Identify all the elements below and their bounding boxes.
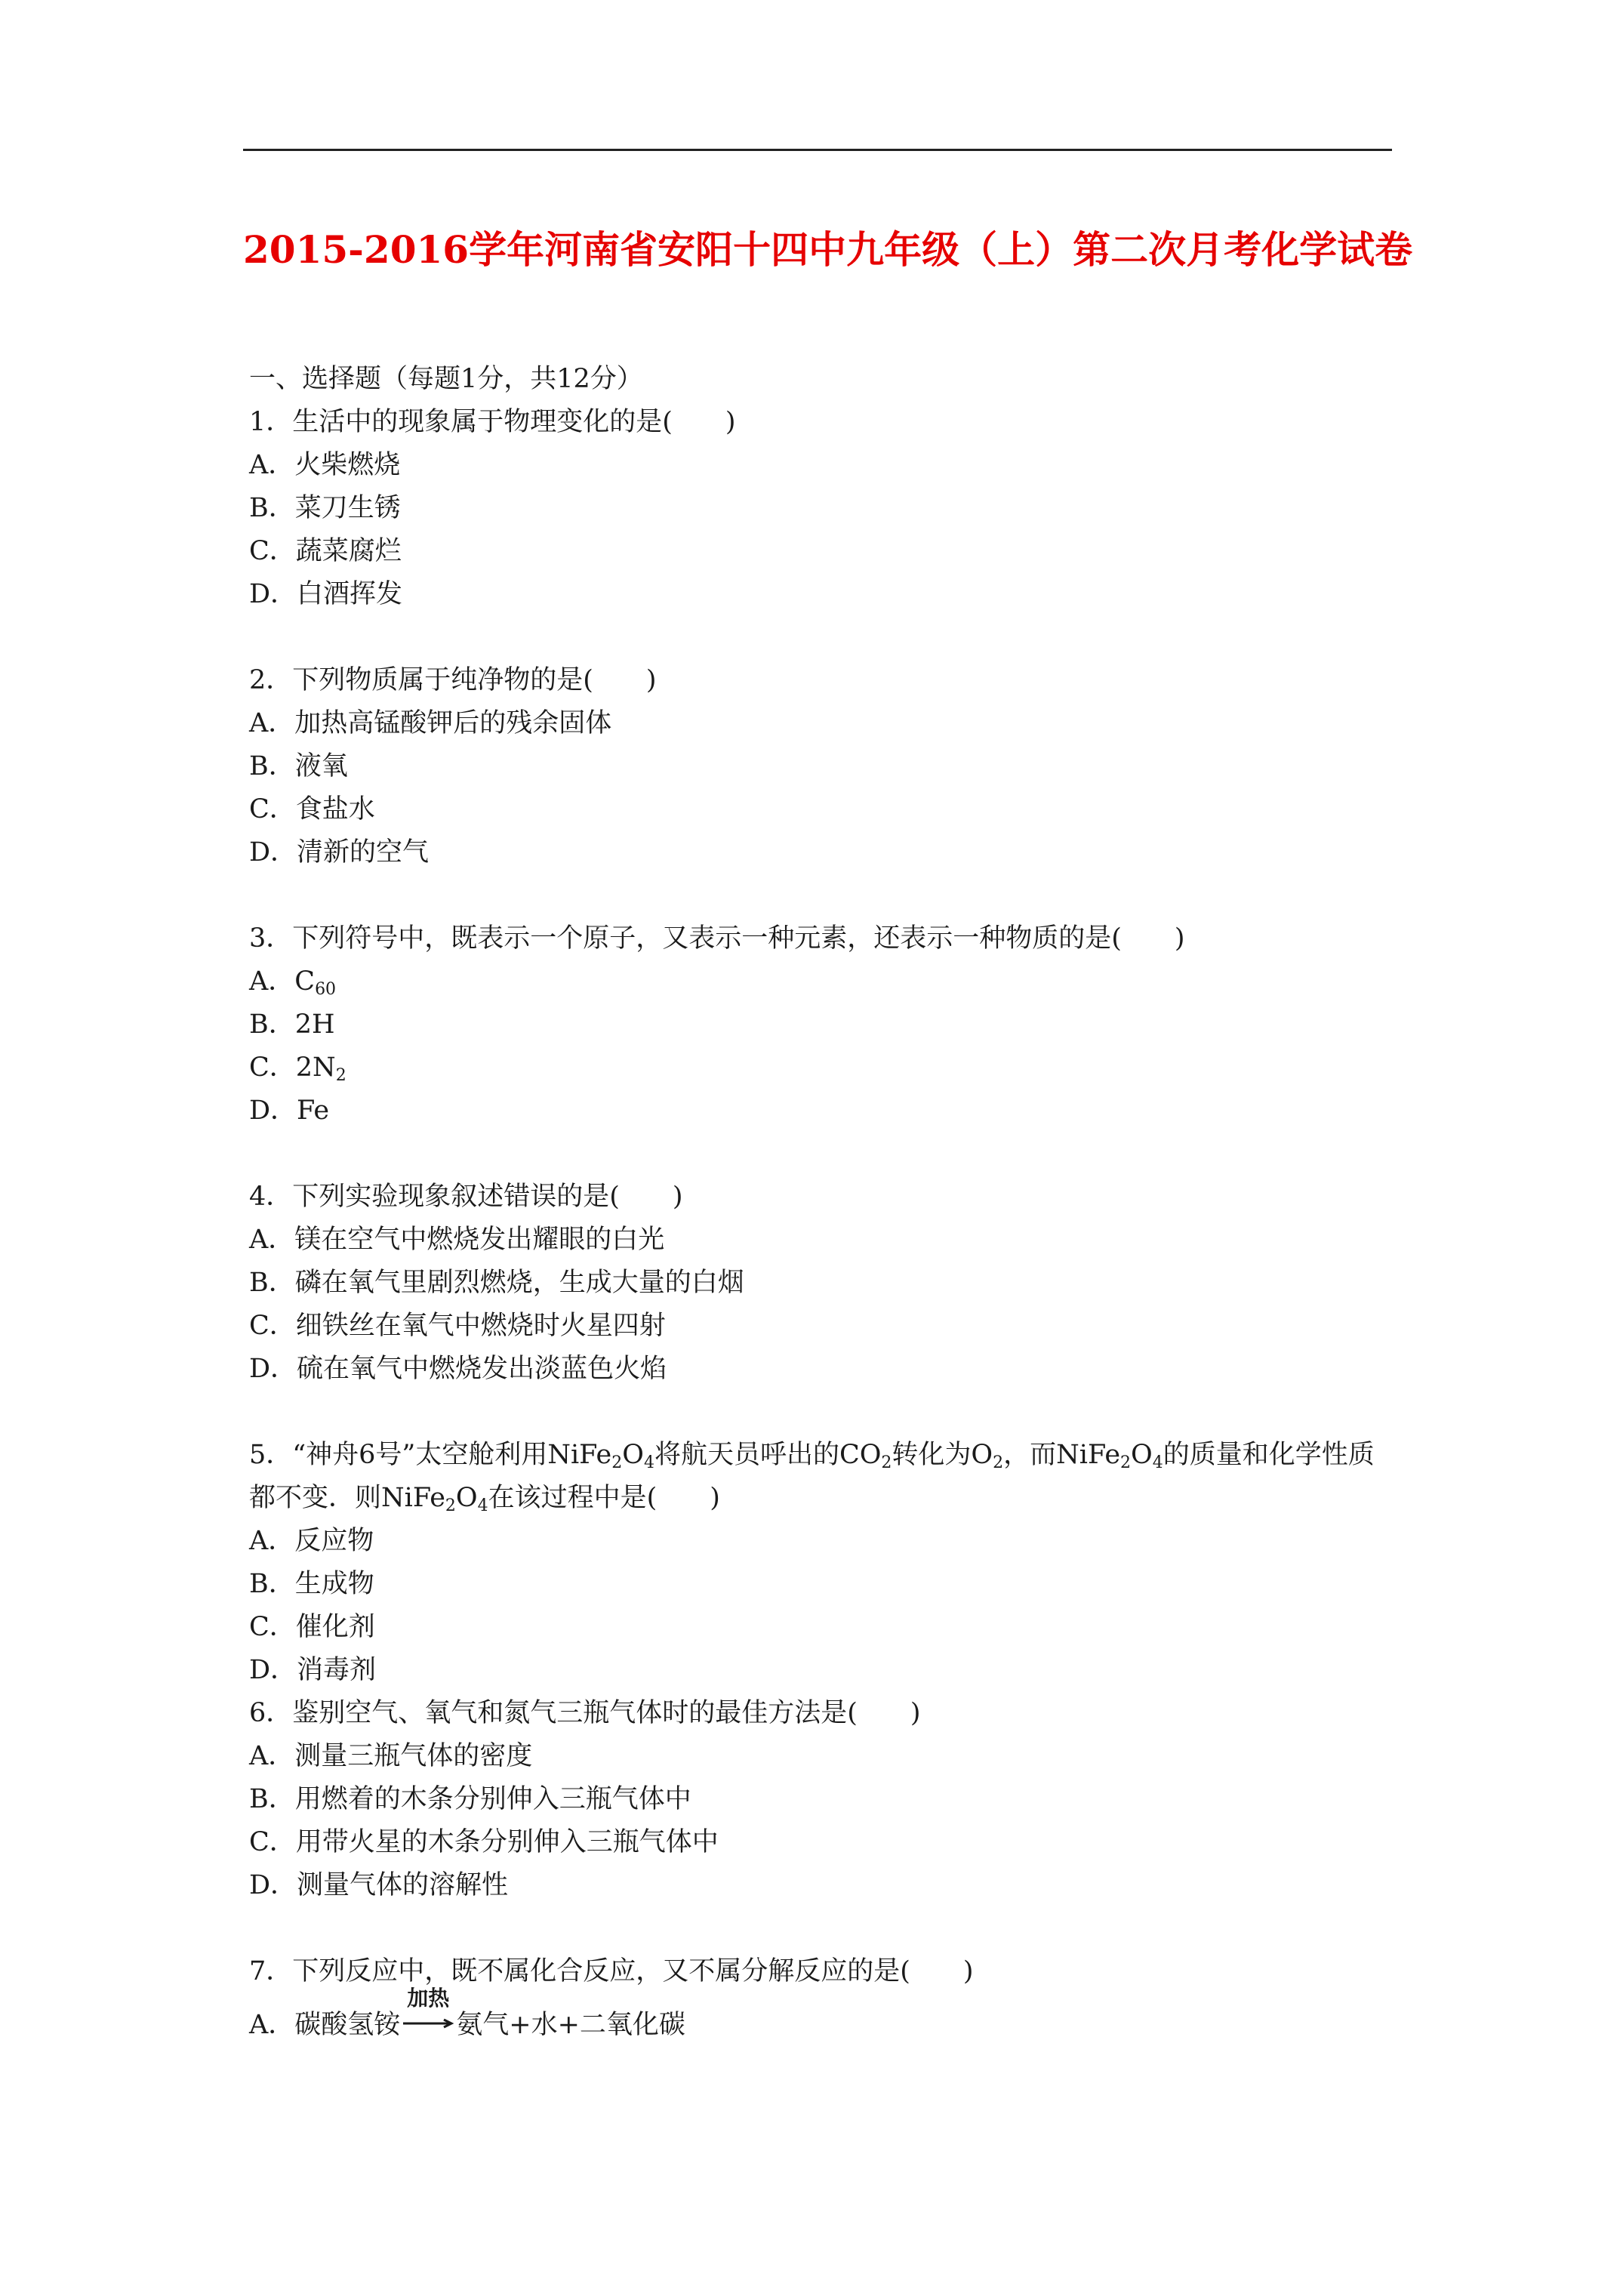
option-d: D．Fe bbox=[249, 1096, 330, 1126]
option-d: D．硫在氧气中燃烧发出淡蓝色火焰 bbox=[249, 1354, 667, 1384]
subscript: 2 bbox=[445, 1496, 456, 1515]
option-d: D．测量气体的溶解性 bbox=[249, 1870, 509, 1900]
stem-text: O bbox=[455, 1483, 478, 1513]
subscript: 60 bbox=[315, 980, 337, 999]
subscript: 2 bbox=[611, 1453, 623, 1472]
question-stem: 2．下列物质属于纯净物的是( ) bbox=[249, 665, 657, 695]
option-b: B．2H bbox=[249, 1009, 335, 1040]
reaction-condition: 加热 bbox=[407, 1986, 450, 2011]
option-a: A．火柴燃烧 bbox=[249, 450, 401, 480]
stem-text: O bbox=[1131, 1440, 1153, 1470]
reaction-arrow bbox=[402, 1986, 454, 2035]
question-1 bbox=[249, 401, 1397, 616]
option-a: A．镁在空气中燃烧发出耀眼的白光 bbox=[249, 1225, 665, 1255]
exam-title: 2015-2016学年河南省安阳十四中九年级（上）第二次月考化学试卷 bbox=[243, 227, 1413, 272]
stem-text: 的质量和化学性质都不变．则NiFe bbox=[249, 1440, 1375, 1513]
exam-content bbox=[249, 358, 1397, 2047]
option-a: A．测量三瓶气体的密度 bbox=[249, 1741, 533, 1771]
option-b: B．液氧 bbox=[249, 751, 348, 781]
subscript: 2 bbox=[993, 1453, 1004, 1472]
subscript: 2 bbox=[1120, 1453, 1132, 1472]
stem-text: 5．“神舟6号”太空舱利用NiFe bbox=[249, 1440, 612, 1470]
question-stem: 7．下列反应中，既不属化合反应，又不属分解反应的是( ) bbox=[249, 1956, 974, 1986]
question-7 bbox=[249, 1950, 1397, 2047]
stem-text: 转化为O bbox=[892, 1440, 993, 1470]
option-text: C．2N bbox=[249, 1052, 336, 1083]
option-d: D．清新的空气 bbox=[249, 837, 430, 868]
option-b: B．菜刀生锈 bbox=[249, 493, 401, 523]
product-text: 氨气+水+二氧化碳 bbox=[456, 2010, 685, 2040]
subscript: 2 bbox=[881, 1453, 892, 1472]
question-6 bbox=[249, 1692, 1397, 1907]
subscript: 2 bbox=[335, 1066, 346, 1085]
question-stem: 3．下列符号中，既表示一个原子，又表示一种元素，还表示一种物质的是( ) bbox=[249, 923, 1185, 954]
option-c bbox=[249, 1046, 1397, 1089]
option-a: A．反应物 bbox=[249, 1526, 374, 1556]
question-5 bbox=[249, 1434, 1397, 1692]
stem-text: ，而NiFe bbox=[1003, 1440, 1121, 1470]
option-a: A．加热高锰酸钾后的残余固体 bbox=[249, 708, 612, 738]
subscript: 4 bbox=[1152, 1453, 1163, 1472]
option-c: C．蔬菜腐烂 bbox=[249, 536, 402, 566]
option-b: B．生成物 bbox=[249, 1569, 374, 1599]
question-2 bbox=[249, 659, 1397, 874]
header-rule bbox=[243, 149, 1392, 151]
option-a bbox=[249, 1986, 1397, 2047]
question-stem: 4．下列实验现象叙述错误的是( ) bbox=[249, 1182, 683, 1212]
option-c: C．食盐水 bbox=[249, 794, 375, 824]
option-d: D．白酒挥发 bbox=[249, 579, 403, 609]
stem-text: 在该过程中是( ) bbox=[488, 1483, 720, 1513]
section-heading: 一、选择题（每题1分，共12分） bbox=[249, 364, 643, 394]
option-d: D．消毒剂 bbox=[249, 1655, 377, 1685]
option-c: C．细铁丝在氧气中燃烧时火星四射 bbox=[249, 1311, 666, 1341]
option-c: C．用带火星的木条分别伸入三瓶气体中 bbox=[249, 1827, 719, 1857]
stem-text: 将航天员呼出的CO bbox=[654, 1440, 882, 1470]
option-text: A．C bbox=[249, 966, 316, 997]
question-4 bbox=[249, 1176, 1397, 1391]
arrow-right-icon bbox=[402, 2018, 454, 2029]
question-stem: 6．鉴别空气、氧气和氮气三瓶气体时的最佳方法是( ) bbox=[249, 1698, 921, 1728]
subscript: 4 bbox=[643, 1453, 654, 1472]
option-c: C．催化剂 bbox=[249, 1612, 375, 1642]
question-stem bbox=[249, 1434, 1397, 1520]
option-a bbox=[249, 960, 1397, 1003]
option-b: B．用燃着的木条分别伸入三瓶气体中 bbox=[249, 1784, 691, 1814]
option-b: B．磷在氧气里剧烈燃烧，生成大量的白烟 bbox=[249, 1268, 744, 1298]
reactant-text: A．碳酸氢铵 bbox=[249, 2010, 401, 2040]
question-stem: 1．生活中的现象属于物理变化的是( ) bbox=[249, 407, 736, 437]
question-3 bbox=[249, 917, 1397, 1133]
subscript: 4 bbox=[477, 1496, 488, 1515]
stem-text: O bbox=[622, 1440, 644, 1470]
